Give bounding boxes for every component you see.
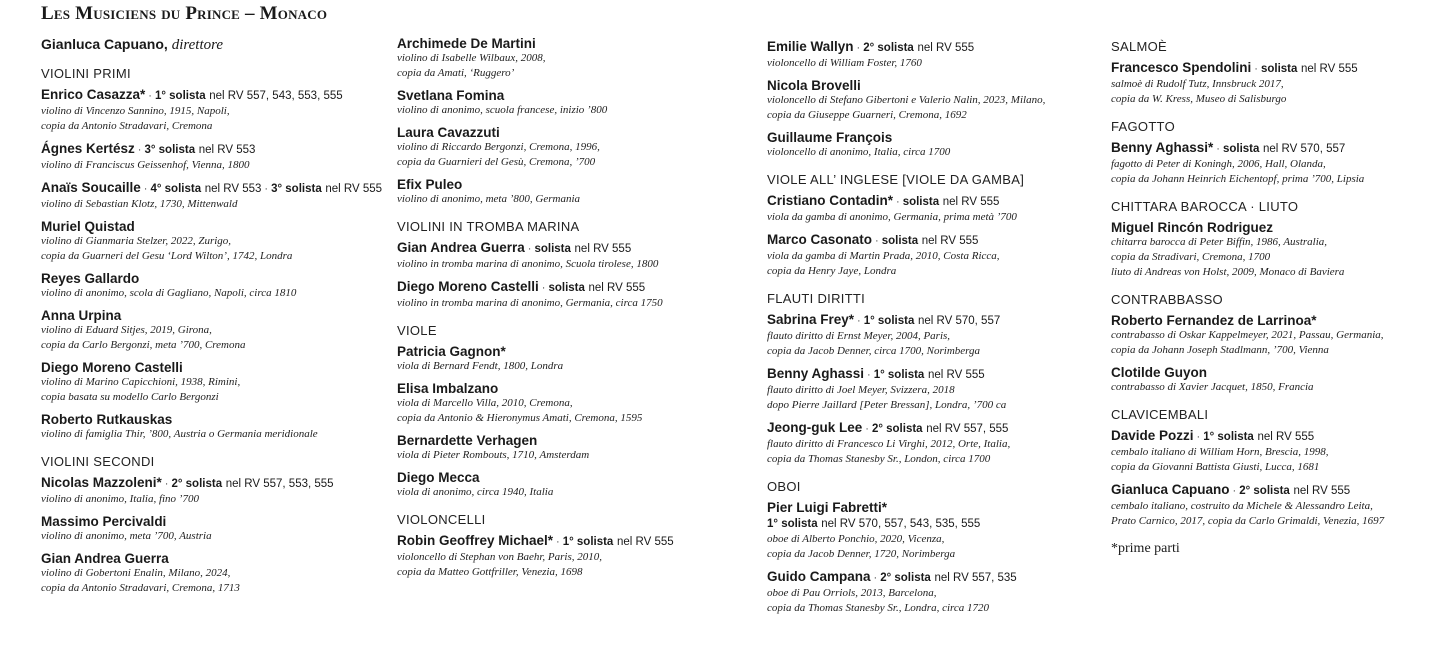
instrument-note: violino di Eduard Sitjes, 2019, Girona, xyxy=(41,324,212,336)
player-entry xyxy=(41,514,371,544)
player-name: Svetlana Fomina xyxy=(397,88,505,103)
work-reference: nel RV 557, 535 xyxy=(934,572,1017,584)
player-name: Miguel Rincón Rodriguez xyxy=(1111,220,1273,235)
instrument-note: violino di Sebastian Klotz, 1730, Mittenwald xyxy=(41,198,238,210)
player-line xyxy=(1111,313,1430,328)
column-4 xyxy=(1111,39,1430,557)
player-entry xyxy=(767,366,1087,413)
player-entry xyxy=(41,87,371,134)
section xyxy=(41,66,383,442)
player-entry xyxy=(767,420,1087,467)
section xyxy=(1111,292,1430,395)
instrument-note: copia da W. Kress, Museo di Salisburgo xyxy=(1111,93,1287,105)
player-line xyxy=(397,125,737,140)
instrument-note: violino di Isabelle Wilbaux, 2008, xyxy=(397,52,546,64)
instrument-note: violino di anonimo, Italia, fino ’700 xyxy=(41,493,199,505)
work-reference: nel RV 555 xyxy=(1293,485,1351,497)
soloist-role: solista xyxy=(1260,63,1298,75)
player-entry xyxy=(767,500,1087,562)
player-line xyxy=(397,381,737,396)
section-title: VIOLINI IN TROMBA MARINA xyxy=(397,219,580,234)
instrument-note: copia da Thomas Stanesby Sr., Londra, circa 1720 xyxy=(767,602,990,614)
player-name: Diego Mecca xyxy=(397,470,480,485)
separator-dot: · xyxy=(865,423,869,435)
work-reference: nel RV 553 xyxy=(198,144,256,156)
player-name: Anna Urpina xyxy=(41,308,122,323)
instrument-note: dopo Pierre Jaillard [Peter Bressan], Londra, ’700 ca xyxy=(767,399,1007,411)
work-reference: nel RV 555 xyxy=(921,235,979,247)
instrument-note: copia da Antonio Stradavari, Cremona, 1713 xyxy=(41,582,240,594)
player-name: Gian Andrea Guerra xyxy=(41,551,169,566)
player-entry xyxy=(41,308,371,353)
player-line xyxy=(767,366,1087,383)
instrument-note: violino di Gianmaria Stelzer, 2022, Zurigo, xyxy=(41,235,232,247)
player-line xyxy=(41,141,371,158)
section xyxy=(397,512,737,580)
player-name: Emilie Wallyn xyxy=(767,39,854,54)
soloist-role: solista xyxy=(1222,143,1260,155)
player-name: Diego Moreno Castelli xyxy=(41,360,183,375)
work-reference: nel RV 570, 557, 543, 535, 555 xyxy=(821,518,981,530)
instrument-note: violino di anonimo, meta ’800, Germania xyxy=(397,193,581,205)
player-line xyxy=(41,360,371,375)
separator-dot: · xyxy=(1216,143,1220,155)
instrument-note: cembalo italiano di William Horn, Brescia, 1998, xyxy=(1111,446,1329,458)
section-title: FLAUTI DIRITTI xyxy=(767,291,866,306)
instrument-note: violino di famiglia Thir, ’800, Austria o Germania meridionale xyxy=(41,428,318,440)
player-line xyxy=(767,420,1087,437)
player-line xyxy=(41,514,371,529)
section-title: FAGOTTO xyxy=(1111,119,1175,134)
instrument-note: copia basata su modello Carlo Bergonzi xyxy=(41,391,219,403)
instrument-note: violino di Riccardo Bergonzi, Cremona, 1996, xyxy=(397,141,600,153)
work-reference: nel RV 570, 557 xyxy=(917,315,1001,327)
player-line xyxy=(397,279,737,296)
column-2 xyxy=(397,36,737,592)
section xyxy=(1111,199,1430,280)
player-name: Clotilde Guyon xyxy=(1111,365,1207,380)
separator-dot: · xyxy=(556,536,560,548)
separator-dot: · xyxy=(527,243,532,255)
instrument-note: flauto diritto di Francesco Li Virghi, 2012, Orte, Italia, xyxy=(767,438,1011,450)
player-name: Anaïs Soucaille xyxy=(41,180,141,195)
soloist-role: 1° solista xyxy=(154,90,206,102)
soloist-role: solista xyxy=(902,196,940,208)
instrument-note: violino di Gobertoni Enalin, Milano, 2024, xyxy=(41,567,231,579)
player-entry xyxy=(1111,482,1430,529)
player-name: Davide Pozzi xyxy=(1111,428,1194,443)
player-name: Guillaume François xyxy=(767,130,893,145)
section xyxy=(1111,407,1430,529)
player-name: Roberto Rutkauskas xyxy=(41,412,173,427)
player-name: Diego Moreno Castelli xyxy=(397,279,539,294)
section xyxy=(767,479,1087,616)
player-name: Nicola Brovelli xyxy=(767,78,861,93)
player-entry xyxy=(41,551,371,596)
instrument-note: violino di anonimo, scuola francese, inizio ’800 xyxy=(397,104,608,116)
separator-dot: · xyxy=(148,90,152,102)
soloist-role: solista xyxy=(548,282,585,294)
player-name: Marco Casonato xyxy=(767,232,873,247)
player-line xyxy=(41,219,371,234)
player-line xyxy=(767,78,1087,93)
work-reference: nel RV 555 xyxy=(942,196,1000,208)
instrument-note: chitarra barocca di Peter Biffin, 1986, Australia, xyxy=(1111,236,1328,248)
player-entry xyxy=(397,125,737,170)
instrument-note: viola di anonimo, circa 1940, Italia xyxy=(397,486,554,498)
soloist-role: 1° solista xyxy=(562,536,614,548)
work-reference: nel RV 557, 543, 553, 555 xyxy=(209,90,343,102)
player-line xyxy=(1111,60,1430,77)
player-name: Benny Aghassi* xyxy=(1111,140,1214,155)
instrument-note: copia da Johann Heinrich Eichentopf, prima ’700, Lipsia xyxy=(1111,173,1365,185)
instrument-note: flauto diritto di Ernst Meyer, 2004, Paris, xyxy=(767,330,951,342)
player-name: Robin Geoffrey Michael* xyxy=(397,533,554,548)
player-entry xyxy=(41,412,371,442)
player-name: Pier Luigi Fabretti* xyxy=(767,500,888,515)
section-title: VIOLE xyxy=(397,323,437,338)
player-line xyxy=(397,88,737,103)
player-name: Nicolas Mazzoleni* xyxy=(41,475,162,490)
player-line xyxy=(41,271,371,286)
instrument-note: copia da Stradivari, Cremona, 1700 xyxy=(1111,251,1271,263)
separator-dot: · xyxy=(875,235,879,247)
player-entry xyxy=(767,39,1087,71)
instrument-note: violino di anonimo, scola di Gagliano, Napoli, circa 1810 xyxy=(41,287,297,299)
player-line xyxy=(767,39,1087,56)
section-title: CONTRABBASSO xyxy=(1111,292,1223,307)
instrument-note: copia da Thomas Stanesby Sr., London, circa 1700 xyxy=(767,453,991,465)
player-line xyxy=(767,232,1087,249)
player-entry xyxy=(397,279,737,311)
separator-dot: · xyxy=(856,42,861,54)
work-reference: nel RV 555 xyxy=(1257,431,1315,443)
player-entry xyxy=(41,180,383,212)
instrument-note: copia da Antonio Stradavari, Cremona xyxy=(41,120,213,132)
soloist-role: 1° solista xyxy=(863,315,915,327)
separator-dot: · xyxy=(1232,485,1237,497)
player-name: Francesco Spendolini xyxy=(1111,60,1252,75)
instrument-note: violoncello di Stefano Gibertoni e Valerio Nalin, 2023, Milano, xyxy=(767,94,1046,106)
instrument-note: contrabasso di Xavier Jacquet, 1850, Francia xyxy=(1111,381,1314,393)
player-name: Sabrina Frey* xyxy=(767,312,855,327)
player-line xyxy=(767,130,1087,145)
instrument-note: violino di Franciscus Geissenhof, Vienna, 1800 xyxy=(41,159,250,171)
player-name: Guido Campana xyxy=(767,569,871,584)
section xyxy=(1111,119,1430,187)
soloist-role: 4° solista xyxy=(150,183,202,195)
player-line xyxy=(1111,220,1430,235)
soloist-role: 2° solista xyxy=(880,572,931,584)
instrument-note: viola di Marcello Villa, 2010, Cremona, xyxy=(397,397,573,409)
section-title: VIOLINI SECONDI xyxy=(41,454,155,469)
separator-dot: · xyxy=(264,183,269,195)
separator-dot: · xyxy=(1196,431,1201,443)
work-reference: nel RV 555 xyxy=(917,42,975,54)
player-entry xyxy=(41,141,371,173)
instrument-note: copia da Matteo Gottfriller, Venezia, 1698 xyxy=(397,566,583,578)
player-name: Cristiano Contadin* xyxy=(767,193,894,208)
soloist-role: 3° solista xyxy=(271,183,322,195)
instrument-note: copia da Amati, ‘Ruggero’ xyxy=(397,67,515,79)
section-title: VIOLE ALL’ INGLESE [VIOLE DA GAMBA] xyxy=(767,172,1025,187)
work-reference: nel RV 555 xyxy=(1301,63,1358,75)
instrument-note: violino in tromba marina di anonimo, Scuola tirolese, 1800 xyxy=(397,258,659,270)
player-entry xyxy=(1111,140,1430,187)
instrument-note: flauto diritto di Joel Meyer, Svizzera, 2018 xyxy=(767,384,955,396)
section-title: CHITTARA BAROCCA · LIUTO xyxy=(1111,199,1299,214)
player-name: Laura Cavazzuti xyxy=(397,125,500,140)
player-name: Jeong-guk Lee xyxy=(767,420,863,435)
instrument-note: copia da Henry Jaye, Londra xyxy=(767,265,897,277)
instrument-note: copia da Jacob Denner, 1720, Norimberga xyxy=(767,548,956,560)
work-reference: nel RV 555 xyxy=(927,369,985,381)
player-entry xyxy=(397,344,737,374)
separator-dot: · xyxy=(137,144,142,156)
work-reference: nel RV 570, 557 xyxy=(1263,143,1346,155)
player-line xyxy=(1111,365,1430,380)
soloist-role: 2° solista xyxy=(863,42,914,54)
soloist-role: 2° solista xyxy=(1239,485,1290,497)
separator-dot: · xyxy=(1254,63,1258,75)
instrument-note: viola di Pieter Rombouts, 1710, Amsterdam xyxy=(397,449,590,461)
instrument-note: oboe di Alberto Ponchio, 2020, Vicenza, xyxy=(767,533,945,545)
separator-dot: · xyxy=(873,572,878,584)
player-entry xyxy=(397,533,737,580)
player-entry xyxy=(41,475,371,507)
separator-dot: · xyxy=(541,282,546,294)
soloist-line xyxy=(767,515,1087,532)
work-reference: nel RV 557, 555 xyxy=(926,423,1009,435)
player-line xyxy=(41,180,383,197)
instrument-note: violino di Marino Capicchioni, 1938, Rimini, xyxy=(41,376,241,388)
section xyxy=(397,219,737,311)
player-entry xyxy=(1111,428,1430,475)
instrument-note: contrabasso di Oskar Kappelmeyer, 2021, Passau, Germania, xyxy=(1111,329,1384,341)
player-line xyxy=(41,87,371,104)
section-title: VIOLONCELLI xyxy=(397,512,486,527)
instrument-note: violino di anonimo, meta ’700, Austria xyxy=(41,530,212,542)
soloist-role: 1° solista xyxy=(873,369,925,381)
player-name: Gian Andrea Guerra xyxy=(397,240,525,255)
work-reference: nel RV 555 xyxy=(574,243,632,255)
instrument-note: copia da Antonio & Hieronymus Amati, Cremona, 1595 xyxy=(397,412,643,424)
player-name: Enrico Casazza* xyxy=(41,87,146,102)
instrument-note: viola di Bernard Fendt, 1800, Londra xyxy=(397,360,564,372)
soloist-role: solista xyxy=(881,235,919,247)
instrument-note: violoncello di anonimo, Italia, circa 1700 xyxy=(767,146,951,158)
instrument-note: salmoè di Rudolf Tutz, Innsbruck 2017, xyxy=(1111,78,1284,90)
player-line xyxy=(1111,428,1430,445)
player-line xyxy=(1111,482,1430,499)
player-entry xyxy=(1111,365,1430,395)
footnote: *prime parti xyxy=(1111,541,1180,556)
player-entry xyxy=(397,433,737,463)
section xyxy=(1111,39,1430,107)
instrument-note: violino in tromba marina di anonimo, Germania, circa 1750 xyxy=(397,297,663,309)
player-name: Gianluca Capuano xyxy=(1111,482,1230,497)
work-reference: nel RV 555 xyxy=(588,282,646,294)
player-line xyxy=(397,433,737,448)
separator-dot: · xyxy=(896,196,900,208)
player-entry xyxy=(1111,313,1430,358)
instrument-note: liuto di Andreas von Holst, 2009, Monaco di Baviera xyxy=(1111,266,1345,278)
instrument-note: cembalo italiano, costruito da Michele & Alessandro Leita, xyxy=(1111,500,1373,512)
section xyxy=(41,454,371,596)
player-name: Roberto Fernandez de Larrinoa* xyxy=(1111,313,1317,328)
section-title: VIOLINI PRIMI xyxy=(41,66,131,81)
player-entry xyxy=(1111,60,1430,107)
section xyxy=(767,291,1087,467)
separator-dot: · xyxy=(164,478,169,490)
player-name: Bernardette Verhagen xyxy=(397,433,538,448)
player-entry xyxy=(397,36,737,81)
director-credit xyxy=(41,36,371,54)
column-3 xyxy=(767,39,1087,628)
page-title: Les Musiciens du Prince – Monaco xyxy=(41,3,328,24)
player-line xyxy=(397,240,737,257)
instrument-note: copia da Guarneri del Gesu ‘Lord Wilton’, 1742, Londra xyxy=(41,250,293,262)
section xyxy=(767,172,1087,279)
instrument-note: fagotto di Peter di Koningh, 2006, Hall, Olanda, xyxy=(1111,158,1326,170)
player-entry xyxy=(767,232,1087,279)
player-line xyxy=(767,500,1087,515)
player-line xyxy=(767,569,1087,586)
player-entry xyxy=(397,240,737,272)
player-entry xyxy=(397,88,737,118)
player-entry xyxy=(397,381,737,426)
instrument-note: copia da Giovanni Battista Giusti, Lucca, 1681 xyxy=(1111,461,1320,473)
section-title: CLAVICEMBALI xyxy=(1111,407,1209,422)
soloist-role: 1° solista xyxy=(1203,431,1254,443)
separator-dot: · xyxy=(143,183,148,195)
player-entry xyxy=(767,569,1087,616)
soloist-role: 3° solista xyxy=(144,144,196,156)
player-entry xyxy=(767,130,1087,160)
instrument-note: copia da Guarnieri del Gesù, Cremona, ’700 xyxy=(397,156,596,168)
player-line xyxy=(767,193,1087,210)
instrument-note: violino di Vincenzo Sannino, 1915, Napoli, xyxy=(41,105,230,117)
player-entry xyxy=(41,219,371,264)
player-entry xyxy=(1111,220,1430,280)
player-entry xyxy=(767,312,1087,359)
player-line xyxy=(397,533,737,550)
separator-dot: · xyxy=(867,369,871,381)
column-1 xyxy=(41,36,383,608)
instrument-note: viola da gamba di Martin Prada, 2010, Costa Ricca, xyxy=(767,250,1000,262)
player-line xyxy=(41,475,371,492)
player-entry xyxy=(767,78,1087,123)
player-line xyxy=(397,344,737,359)
instrument-note: copia da Giuseppe Guarneri, Cremona, 1692 xyxy=(767,109,967,121)
soloist-role: 2° solista xyxy=(871,423,923,435)
player-line xyxy=(1111,140,1430,157)
section xyxy=(397,323,737,500)
player-entry xyxy=(397,470,737,500)
work-reference: nel RV 557, 553, 555 xyxy=(225,478,334,490)
instrument-note: copia da Johann Joseph Stadlmann, ’700, Vienna xyxy=(1111,344,1329,356)
soloist-role: 1° solista xyxy=(767,518,818,530)
player-name: Ágnes Kertész xyxy=(41,141,135,156)
director-role: direttore xyxy=(171,37,224,53)
section-title: OBOI xyxy=(767,479,801,494)
section xyxy=(397,36,737,207)
instrument-note: copia da Carlo Bergonzi, meta ’700, Cremona xyxy=(41,339,246,351)
instrument-note: Prato Carnico, 2017, copia da Carlo Grimaldi, Venezia, 1697 xyxy=(1111,515,1385,527)
player-name: Massimo Percivaldi xyxy=(41,514,167,529)
instrument-note: violoncello di William Foster, 1760 xyxy=(767,57,922,69)
instrument-note: copia da Jacob Denner, circa 1700, Norimberga xyxy=(767,345,981,357)
instrument-note: oboe di Pau Orriols, 2013, Barcelona, xyxy=(767,587,937,599)
work-reference: nel RV 555 xyxy=(325,183,383,195)
player-name: Efix Puleo xyxy=(397,177,463,192)
work-reference: nel RV 553 xyxy=(204,183,262,195)
soloist-role: solista xyxy=(534,243,571,255)
player-line xyxy=(397,470,737,485)
player-name: Archimede De Martini xyxy=(397,36,536,51)
player-line xyxy=(397,36,737,51)
player-entry xyxy=(767,193,1087,225)
player-name: Patricia Gagnon* xyxy=(397,344,506,359)
section-title: SALMOÈ xyxy=(1111,39,1167,54)
player-name: Benny Aghassi xyxy=(767,366,865,381)
instrument-note: violoncello di Stephan von Baehr, Paris, 2010, xyxy=(397,551,602,563)
player-name: Elisa Imbalzano xyxy=(397,381,499,396)
player-name: Muriel Quistad xyxy=(41,219,135,234)
director-name: Gianluca Capuano, xyxy=(41,36,168,52)
player-line xyxy=(41,308,371,323)
player-line xyxy=(41,551,371,566)
section xyxy=(767,39,1087,160)
instrument-note: viola da gamba di anonimo, Germania, prima metà ’700 xyxy=(767,211,1017,223)
player-name: Reyes Gallardo xyxy=(41,271,140,286)
player-line xyxy=(767,312,1087,329)
player-line xyxy=(397,177,737,192)
separator-dot: · xyxy=(857,315,861,327)
work-reference: nel RV 555 xyxy=(616,536,674,548)
player-entry xyxy=(397,177,737,207)
player-entry xyxy=(41,271,371,301)
soloist-role: 2° solista xyxy=(171,478,223,490)
player-line xyxy=(41,412,371,427)
player-entry xyxy=(41,360,371,405)
